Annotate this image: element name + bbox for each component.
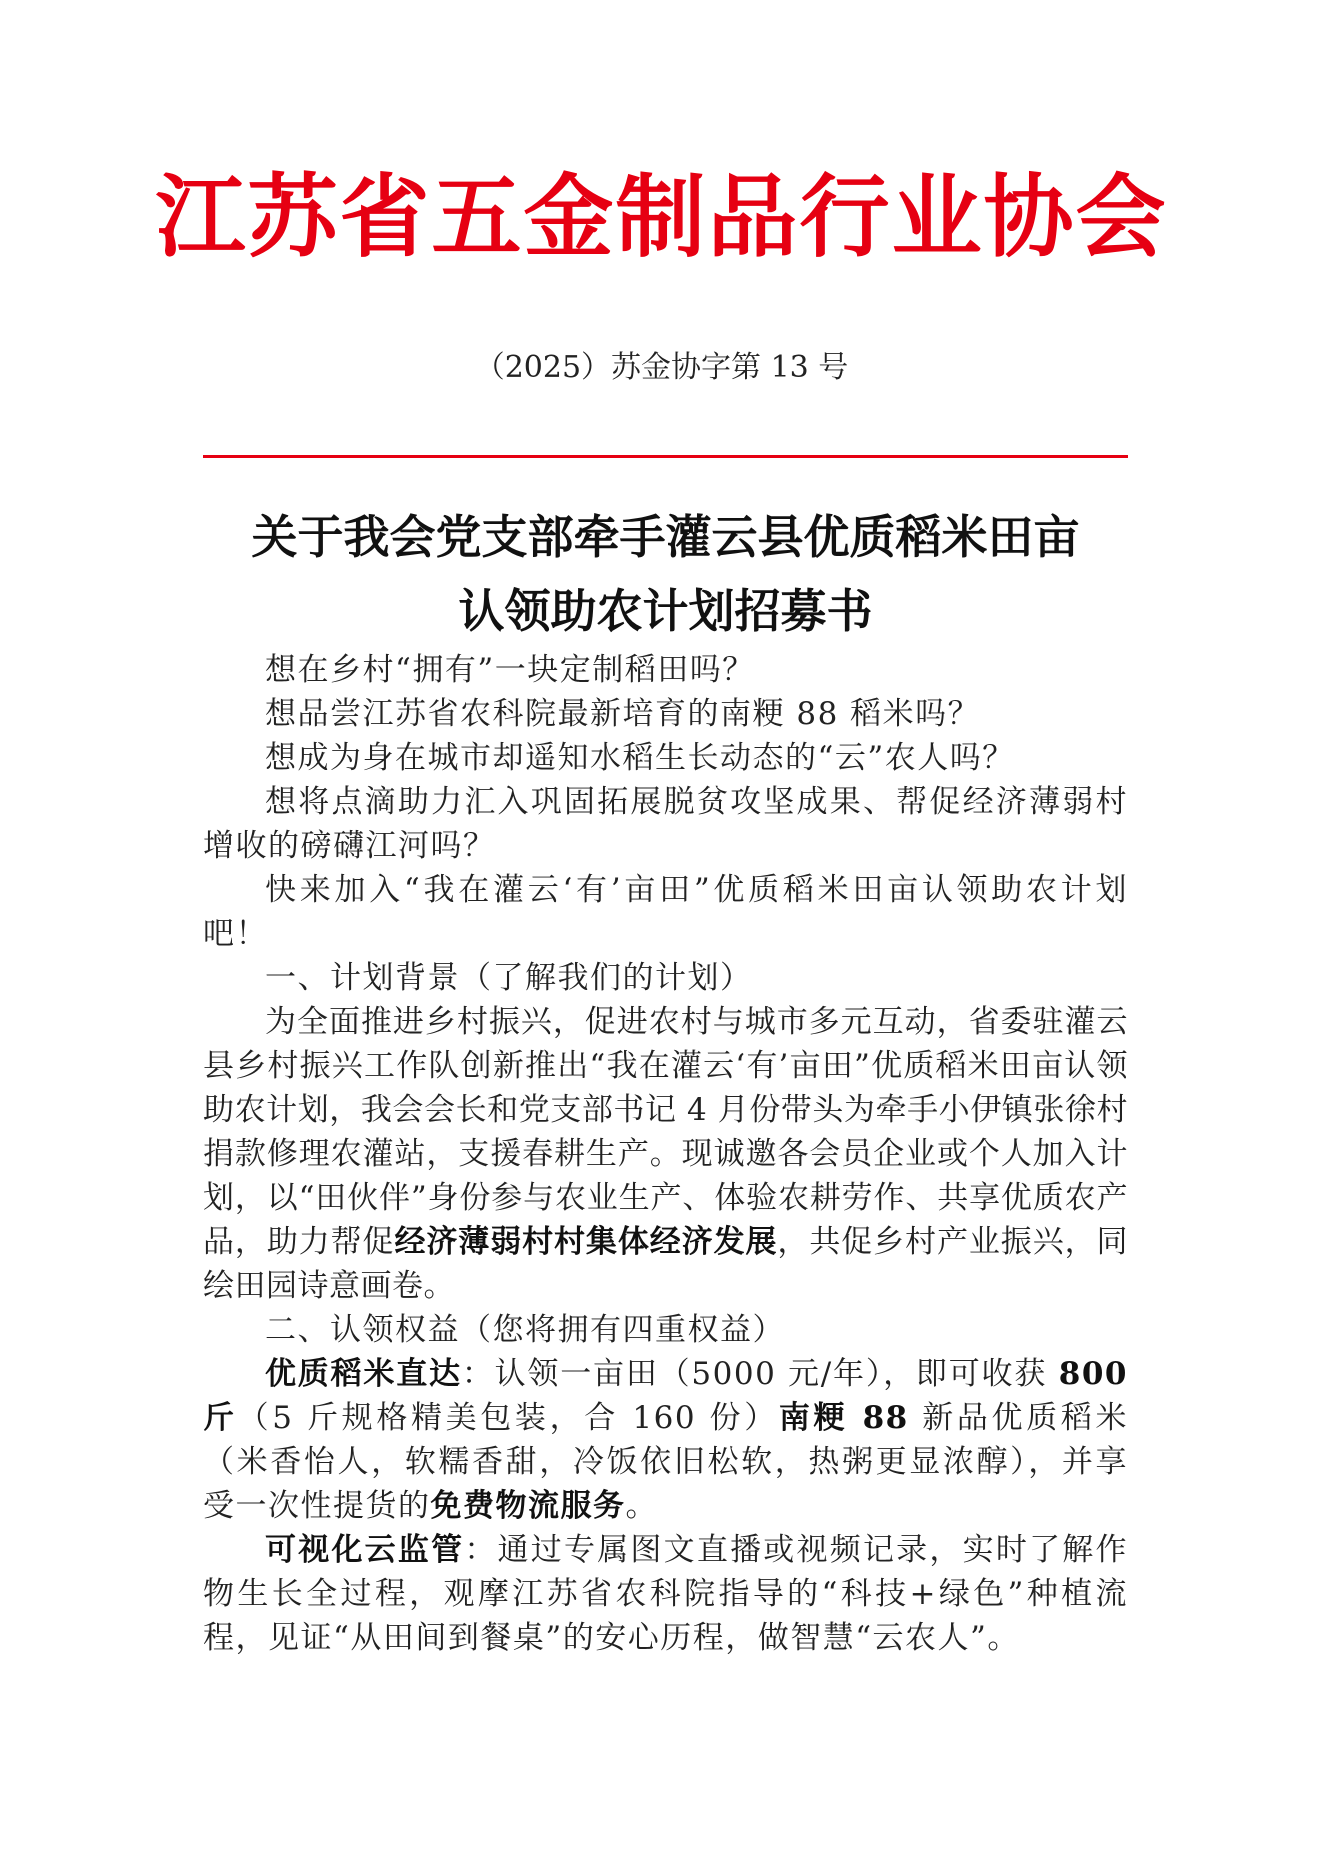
benefit-1-text-1: ：认领一亩田（5000 元/年），即可收获 [461,1356,1059,1392]
title-line-2: 认领助农计划招募书 [458,584,873,638]
benefit-1-text-2: （5 斤规格精美包装，合 160 份） [237,1400,779,1436]
benefit-1-amount: 800 斤 [203,1356,1129,1436]
question-4: 想将点滴助力汇入巩固拓展脱贫攻坚成果、帮促经济薄弱村增收的磅礴江河吗？ [203,784,1128,864]
benefit-2-paragraph [203,1528,1128,1660]
benefit-1-text-4: 。 [625,1488,658,1524]
document-number: （2025）苏金协字第 13 号 [474,350,849,385]
question-3: 想成为身在城市却遥知水稻生长动态的“云”农人吗？ [265,740,1015,776]
section-2-heading: 二、认领权益（您将拥有四重权益） [265,1312,785,1348]
title-line-1: 关于我会党支部牵手灌云县优质稻米田亩 [251,510,1080,564]
invitation: 快来加入“我在灌云‘有’亩田”优质稻米田亩认领助农计划吧！ [203,872,1128,952]
question-1: 想在乡村“拥有”一块定制稻田吗？ [265,652,755,688]
red-divider [203,455,1128,458]
benefit-1-label: 优质稻米直达 [265,1356,462,1392]
benefit-1-variety: 南粳 88 [778,1400,909,1436]
benefit-1-logistics: 免费物流服务 [430,1488,626,1524]
document-title [203,500,1128,648]
benefit-1-paragraph [203,1352,1128,1528]
benefit-1-text-3: 新品优质稻米（米香怡人，软糯香甜，冷饭依旧松软，热粥更显浓醇），并享受一次性提货的 [203,1400,1128,1524]
section-1-emphasis: 经济薄弱村村集体经济发展 [394,1224,778,1260]
question-2: 想品尝江苏省农科院最新培育的南粳 88 稻米吗？ [265,696,981,732]
benefit-2-label: 可视化云监管 [265,1532,465,1568]
section-1-heading: 一、计划背景（了解我们的计划） [265,960,753,996]
section-1-paragraph [203,1000,1128,1308]
benefit-2-text: ：通过专属图文直播或视频记录，实时了解作物生长全过程，观摩江苏省农科院指导的“科技+绿色”种植流程，见证“从田间到餐桌”的安心历程，做智慧“云农人”。 [203,1532,1129,1656]
document-body [203,648,1128,1660]
section-1-text-a: 为全面推进乡村振兴，促进农村与城市多元互动，省委驻灌云县乡村振兴工作队创新推出“我在灌云‘有’亩田”优质稻米田亩认领助农计划，我会会长和党支部书记 4 月份带头为牵手小伊镇张徐村捐款修理农灌站，支援春耕生产。现诚邀各会员企业或个人加入计划，以“田伙伴”身份参与农业生产、体验农耕劳作、共享优质农产品，助力帮促 [203,1004,1128,1260]
org-masthead: 江苏省五金制品行业协会 [155,165,1168,270]
section-1-text-b: ，共促乡村产业振兴，同绘田园诗意画卷。 [203,1224,1129,1304]
